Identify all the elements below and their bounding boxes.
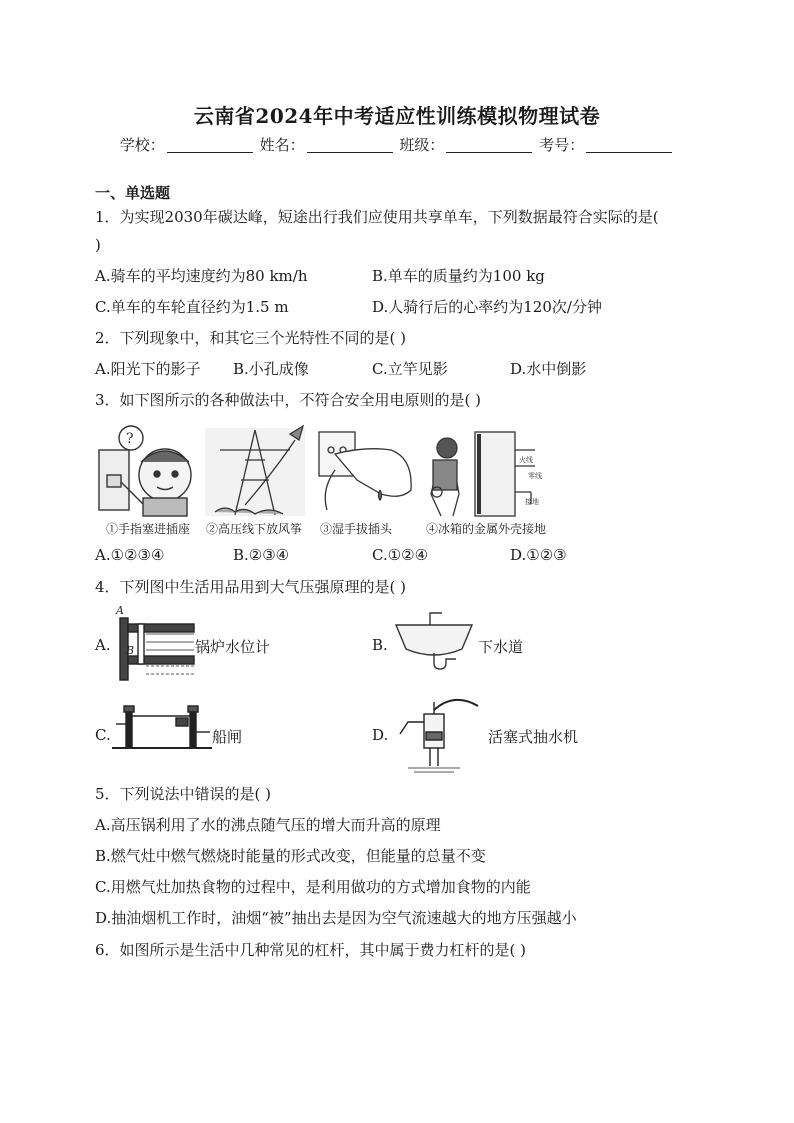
fridge-ground-figure <box>431 432 542 516</box>
q5-option-a[interactable]: A.高压锅利用了水的沸点随气压的增大而升高的原理 <box>95 816 441 834</box>
power-tower-kite-figure <box>205 426 305 516</box>
class-label: 班级： <box>399 136 445 154</box>
q1-option-b[interactable]: B.单车的质量约为100 kg <box>372 267 545 285</box>
school-blank[interactable] <box>167 138 253 153</box>
exam-title: 云南省2024年中考适应性训练模拟物理试卷 <box>193 104 601 128</box>
q5-option-c[interactable]: C.用燃气灶加热食物的过程中，是利用做功的方式增加食物的内能 <box>95 878 531 896</box>
q3-option-c[interactable]: C.①②④ <box>372 546 429 564</box>
q3-caption-1: ①手指塞进插座 <box>106 522 191 536</box>
q3-illustration-strip <box>95 420 565 520</box>
q2-option-d[interactable]: D.水中倒影 <box>510 360 587 378</box>
q4-label-c: 船闸 <box>212 728 243 746</box>
q2-option-c[interactable]: C.立竿见影 <box>372 360 448 378</box>
q4-label-b: 下水道 <box>478 638 524 656</box>
exam-number-blank[interactable] <box>586 138 672 153</box>
q2-stem: 2．下列现象中，和其它三个光特性不同的是( ) <box>95 329 407 347</box>
q1-option-a[interactable]: A.骑车的平均速度约为80 km/h <box>95 267 308 285</box>
q3-caption-2: ②高压线下放风筝 <box>206 522 303 536</box>
q3-option-a[interactable]: A.①②③④ <box>95 546 165 564</box>
wet-hand-plug-figure <box>319 432 411 510</box>
ship-lock-figure <box>112 702 212 756</box>
q5-option-d[interactable]: D.抽油烟机工作时，油烟“被”抽出去是因为空气流速越大的地方压强越小 <box>95 909 577 927</box>
neutral-wire-label: 零线 <box>528 472 542 480</box>
school-label: 学校： <box>119 136 165 154</box>
svg-text:?: ? <box>126 431 134 447</box>
q3-caption-4: ④冰箱的金属外壳接地 <box>426 522 547 536</box>
q5-stem: 5．下列说法中错误的是( ) <box>95 785 272 803</box>
exam-number-label: 考号： <box>539 136 585 154</box>
live-wire-label: 火线 <box>519 456 533 464</box>
q1-stem-end: ) <box>95 236 101 254</box>
q1-option-d[interactable]: D.人骑行后的心率约为120次/分钟 <box>372 298 602 316</box>
q3-option-d[interactable]: D.①②③ <box>510 546 567 564</box>
q5-option-b[interactable]: B.燃气灶中燃气燃烧时能量的形式改变，但能量的总量不变 <box>95 847 486 865</box>
q4-letter-b[interactable]: B. <box>372 636 388 654</box>
piston-pump-figure <box>394 694 490 774</box>
q1-stem: 1．为实现2030年碳达峰，短途出行我们应使用共享单车，下列数据最符合实际的是( <box>95 208 659 226</box>
q3-option-b[interactable]: B.②③④ <box>233 546 290 564</box>
name-label: 姓名： <box>259 136 305 154</box>
child-socket-figure <box>99 426 191 516</box>
q3-caption-3: ③湿手拔插头 <box>320 522 393 536</box>
q4-stem: 4．下列图中生活用品用到大气压强原理的是( ) <box>95 578 407 596</box>
q4-label-d: 活塞式抽水机 <box>488 728 579 746</box>
q1-option-c[interactable]: C.单车的车轮直径约为1.5 m <box>95 298 289 316</box>
student-info-row <box>0 134 794 155</box>
ground-wire-label: 接地 <box>525 498 539 506</box>
boiler-mark-b: B <box>126 644 135 657</box>
q2-option-a[interactable]: A.阳光下的影子 <box>95 360 201 378</box>
section-heading: 一、单选题 <box>95 184 171 202</box>
q4-letter-d[interactable]: D. <box>372 726 389 744</box>
class-blank[interactable] <box>446 138 532 153</box>
q4-label-a: 锅炉水位计 <box>195 638 271 656</box>
q4-letter-c[interactable]: C. <box>95 726 111 744</box>
boiler-mark-a: A <box>116 604 124 617</box>
boiler-gauge-figure <box>110 604 196 682</box>
q2-option-b[interactable]: B.小孔成像 <box>233 360 309 378</box>
q4-letter-a[interactable]: A. <box>95 636 111 654</box>
name-blank[interactable] <box>307 138 393 153</box>
sink-drain-figure <box>388 605 478 673</box>
q6-stem: 6．如图所示是生活中几种常见的杠杆，其中属于费力杠杆的是( ) <box>95 941 527 959</box>
q3-stem: 3．如下图所示的各种做法中，不符合安全用电原则的是( ) <box>95 391 482 409</box>
